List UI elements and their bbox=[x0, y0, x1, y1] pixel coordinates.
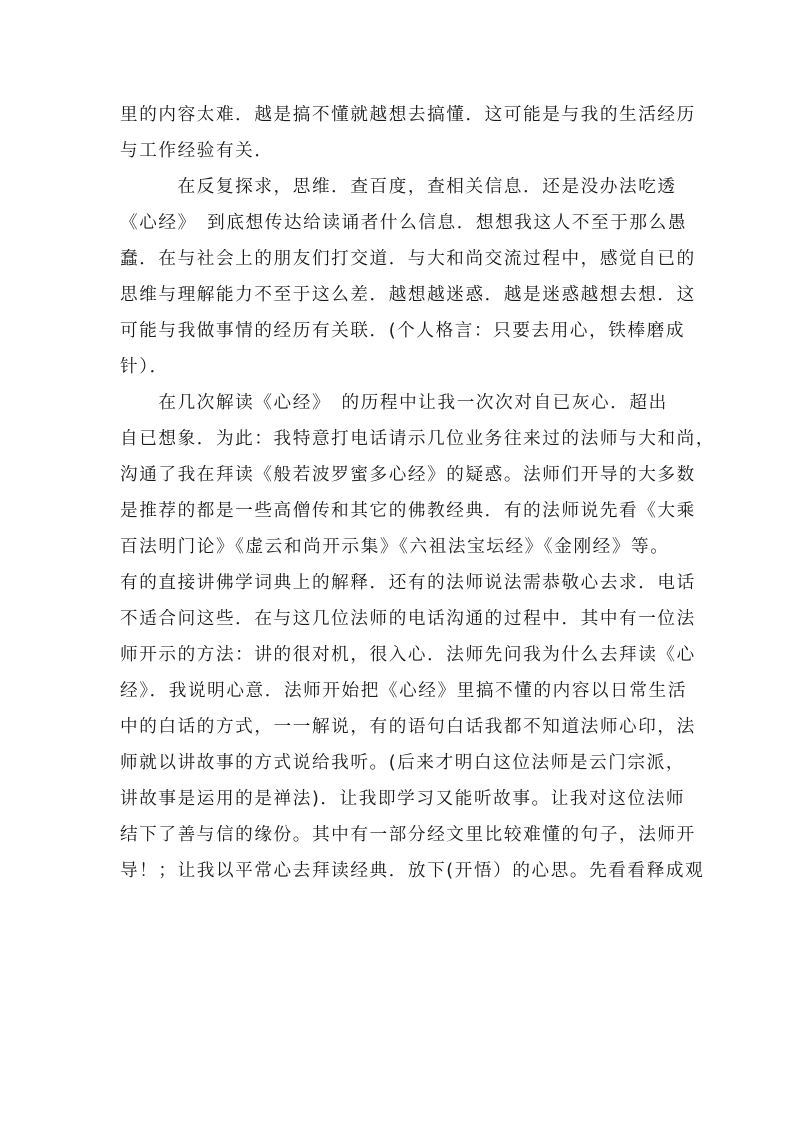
text-line: 中的白话的方式，一一解说，有的语句白话我都不知道法师心印，法 bbox=[120, 717, 696, 737]
text-line: 结下了善与信的缘份。其中有一部分经文里比较难懂的句子，法师开 bbox=[120, 825, 696, 845]
text-line: 可能与我做事情的经历有关联．(个人格言：只要去用心，铁棒磨成 bbox=[120, 321, 686, 341]
text-line: 里的内容太难．越是搞不懂就越想去搞懂．这可能是与我的生活经历 bbox=[120, 105, 696, 125]
text-line: 针）． bbox=[120, 357, 169, 377]
text-line: 《心经》 到底想传达给读诵者什么信息．想想我这人不至于那么愚 bbox=[120, 213, 688, 233]
text-line: 自已想象．为此：我特意打电话请示几位业务往来过的法师与大和尚， bbox=[120, 429, 716, 449]
text-line: 有的直接讲佛学词典上的解释．还有的法师说法需恭敬心去求．电话 bbox=[120, 573, 696, 593]
text-line: 讲故事是运用的是禅法)．让我即学习又能听故事。让我对这位法师 bbox=[120, 789, 686, 809]
text-line: 与工作经验有关． bbox=[120, 141, 274, 161]
text-line: 经》．我说明心意．法师开始把《心经》里搞不懂的内容以日常生活 bbox=[120, 681, 688, 701]
text-line: 思维与理解能力不至于这么差．越想越迷惑．越是迷惑越想去想．这 bbox=[120, 285, 696, 305]
text-line: 师就以讲故事的方式说给我听。(后来才明白这位法师是云门宗派， bbox=[120, 753, 686, 773]
text-line: 在反复探求，思维．查百度，查相关信息．还是没办法吃透 bbox=[120, 177, 677, 197]
text-line: 沟通了我在拜读《般若波罗蜜多心经》的疑惑。法师们开导的大多数 bbox=[120, 465, 696, 485]
text-line: 是推荐的都是一些高僧传和其它的佛教经典．有的法师说先看《大乘 bbox=[120, 501, 696, 521]
text-line: 师开示的方法：讲的很对机，很入心．法师先问我为什么去拜读《心 bbox=[120, 645, 696, 665]
text-line: 在几次解读《心经》 的历程中让我一次次对自已灰心．超出 bbox=[120, 393, 668, 413]
text-line: 蠢．在与社会上的朋友们打交道．与大和尚交流过程中，感觉自已的 bbox=[120, 249, 696, 269]
text-line: 导！；让我以平常心去拜读经典．放下(开悟）的心思。先看看释成观 bbox=[120, 861, 705, 881]
text-line: 不适合问这些．在与这几位法师的电话沟通的过程中．其中有一位法 bbox=[120, 609, 696, 629]
text-line: 百法明门论》《虚云和尚开示集》《六祖法宝坛经》《金刚经》等。 bbox=[120, 537, 670, 557]
document-page bbox=[120, 97, 716, 889]
